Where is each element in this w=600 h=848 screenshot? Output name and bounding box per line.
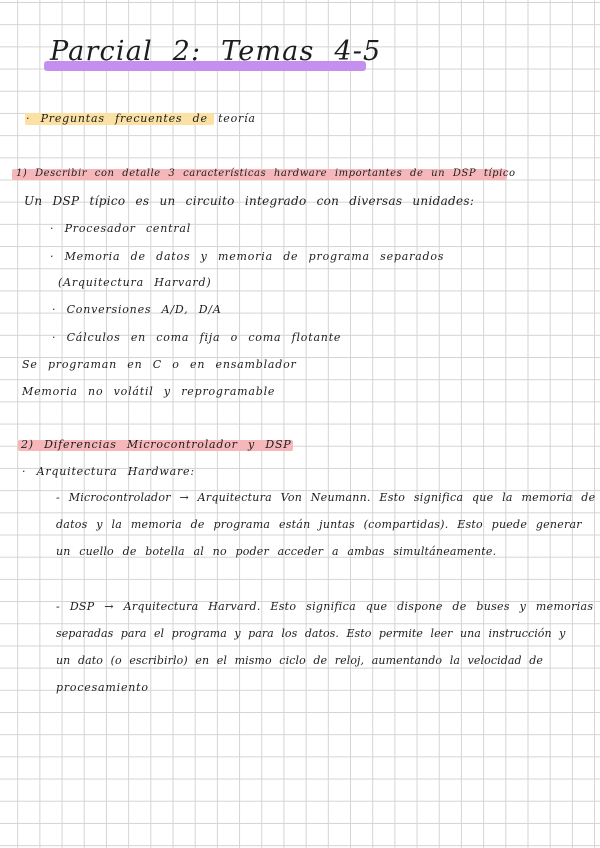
q2-subheading: · Arquitectura Hardware: <box>22 465 195 478</box>
section-label-faq <box>26 112 256 126</box>
q2-heading <box>21 438 292 452</box>
q1-extra-line: Memoria no volátil y reprogramable <box>22 385 276 398</box>
q2-dsp-line: un dato (o escribirlo) en el mismo ciclo de reloj, aumentando la velocidad de <box>56 654 544 667</box>
q2-heading-text: 2) Diferencias Microcontrolador y DSP <box>21 438 292 451</box>
section-label-faq-text: · Preguntas frecuentes de teoría <box>26 112 256 125</box>
q1-intro: Un DSP típico es un circuito integrado con diversas unidades: <box>24 194 475 208</box>
q2-dsp-line: procesamiento <box>56 681 149 694</box>
page-title: Parcial 2: Temas 4-5 <box>50 36 382 67</box>
q1-item: · Conversiones A/D, D/A <box>52 303 222 316</box>
q1-extra-line: Se programan en C o en ensamblador <box>22 358 297 371</box>
q1-item: (Arquitectura Harvard) <box>58 276 212 289</box>
q2-micro-line: datos y la memoria de programa están juntas (compartidas). Esto puede generar <box>56 518 582 531</box>
q2-dsp-line: separadas para el programa y para los datos. Esto permite leer una instrucción y <box>56 627 566 640</box>
q1-item: · Memoria de datos y memoria de programa separados <box>50 250 445 263</box>
q1-heading <box>16 167 516 181</box>
q2-dsp-line: - DSP → Arquitectura Harvard. Esto significa que dispone de buses y memorias <box>56 600 594 613</box>
q1-heading-text: 1) Describir con detalle 3 características hardware importantes de un DSP típico <box>16 168 516 179</box>
q1-item: · Cálculos en coma fija o coma flotante <box>52 331 342 344</box>
q1-item: · Procesador central <box>50 222 192 235</box>
q2-micro-line: un cuello de botella al no poder acceder a ambas simultáneamente. <box>56 545 497 558</box>
q2-micro-line: - Microcontrolador → Arquitectura Von Neumann. Esto significa que la memoria de <box>56 491 596 504</box>
